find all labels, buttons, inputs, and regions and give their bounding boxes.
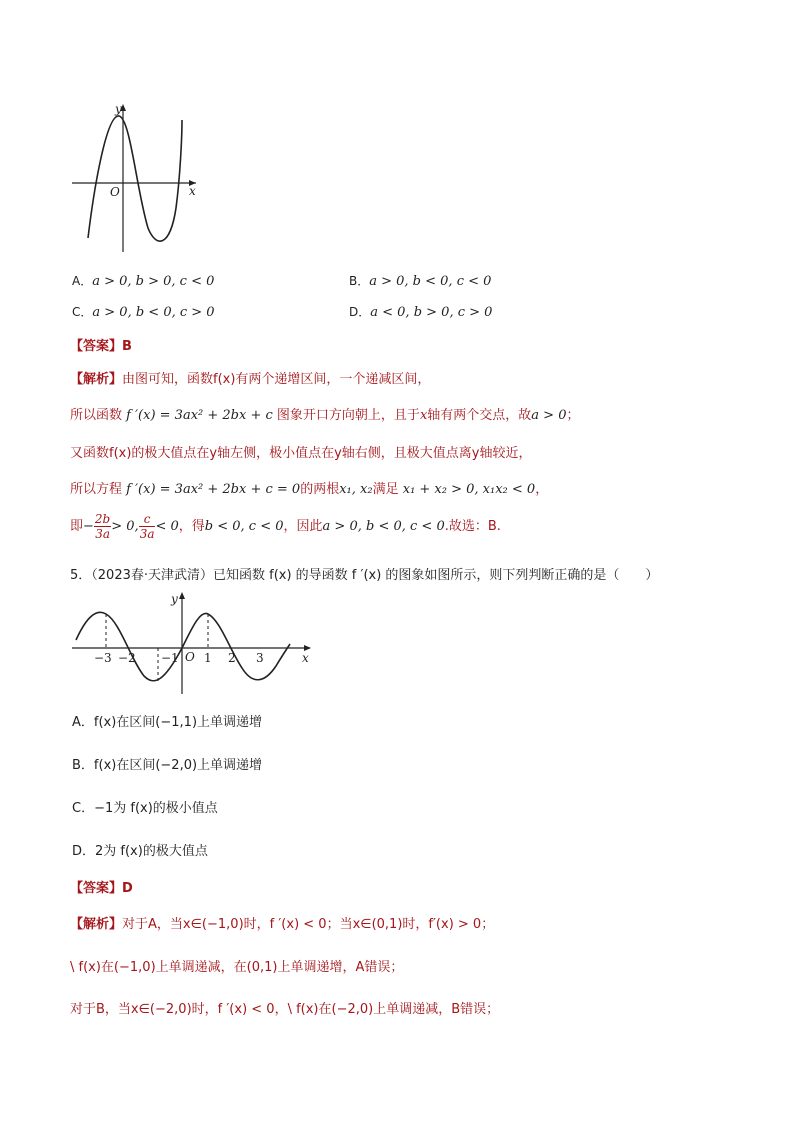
q4-l5-text3: ，因此 (283, 519, 323, 534)
q4-l4-text2: 的两根 (300, 482, 340, 497)
q4-l4-cond: x₁ + x₂ > 0, x₁x₂ < 0 (402, 482, 536, 497)
q5-option-d: D．2为 f(x)的极大值点 (72, 844, 208, 859)
y-axis-label: y (171, 592, 178, 606)
q4-option-d (349, 303, 492, 320)
q4-l5-frac2-num: c (139, 512, 156, 527)
q5-analysis-line2: \ f(x)在(−1,0)上单调递减，在(0,1)上单调递增，A错误； (70, 960, 404, 975)
q5-analysis-s1: 对于A，当x∈(−1,0)时，f ′(x) < 0；当x∈(0,1)时，f′(x) > 0； (122, 917, 495, 932)
q4-l5-abc: a > 0, b < 0, c < 0 (322, 519, 445, 534)
q4-option-a (72, 272, 214, 289)
q4-option-b-math: a > 0, b < 0, c < 0 (369, 274, 492, 289)
q4-l4-end: ， (535, 482, 549, 497)
y-axis-label: y (115, 102, 122, 116)
q5-option-b: B．f(x)在区间(−2,0)上单调递增 (72, 758, 263, 773)
q4-l2-text3: 轴有两个交点，故 (427, 408, 532, 423)
q4-analysis-line2 (70, 404, 580, 423)
q5-analysis-line3: 对于B，当x∈(−2,0)时，f ′(x) < 0，\ f(x)在(−2,0)上单调递减，B错误； (70, 1002, 500, 1017)
derivative-graph (68, 588, 318, 698)
q4-option-d-math: a < 0, b > 0, c > 0 (370, 305, 493, 320)
q4-option-c-label: C． (72, 305, 93, 319)
q4-l5-text4: .故选：B. (444, 519, 501, 534)
q5-answer: 【答案】D (70, 881, 133, 896)
q4-l5-frac1-den: 3a (95, 527, 110, 541)
tick-minus1: −1 (161, 651, 179, 665)
q4-analysis-line5: 即− $\frac{2b}{3a}$ > 0, $\frac{c}{3a}$ < 0，得b < 0, c < 0，因此a > 0, b < 0, c < 0.故选：B. (70, 512, 501, 541)
x-axis-label: x (189, 184, 196, 198)
q5-analysis-line1 (70, 913, 494, 932)
q4-analysis-line3: 又函数f(x)的极大值点在y轴左侧，极小值点在y轴右侧，且极大值点离y轴较近， (70, 446, 532, 461)
q4-l5-mid: > 0, (111, 519, 139, 534)
q4-l4-roots: x₁, x₂ (339, 482, 373, 497)
q4-l5-text1: 即 (70, 519, 84, 534)
q5-analysis-tag: 【解析】 (70, 917, 123, 932)
q4-l2-text1: 所以函数 (70, 408, 123, 423)
q4-l2-end: ； (566, 408, 580, 423)
q4-analysis-l1: 由图可知，函数f(x)有两个递增区间，一个递减区间， (122, 372, 431, 387)
q4-answer: 【答案】B (70, 339, 132, 354)
q4-l2-text2: 图象开口方向朝上，且于 (276, 408, 420, 423)
q4-analysis-line4 (70, 478, 548, 497)
q4-option-b (349, 272, 491, 289)
q4-l2-formula: f ′(x) = 3ax² + 2bx + c (126, 408, 273, 423)
tick-2: 2 (228, 651, 236, 665)
q5-option-a: A．f(x)在区间(−1,1)上单调递增 (72, 715, 263, 730)
tick-1: 1 (204, 651, 212, 665)
origin-label: O (185, 650, 195, 664)
q4-l4-text1: 所以方程 (70, 482, 123, 497)
tick-minus3: −3 (94, 651, 112, 665)
q4-l4-formula: f ′(x) = 3ax² + 2bx + c = 0 (126, 482, 301, 497)
x-axis-label: x (302, 651, 309, 665)
tick-minus2: −2 (118, 651, 136, 665)
q4-analysis-line1 (70, 368, 430, 387)
q4-option-c-math: a > 0, b < 0, c > 0 (92, 305, 215, 320)
q5-option-c: C．−1为 f(x)的极小值点 (72, 801, 218, 816)
q4-l5-end-math: < 0 (155, 519, 179, 534)
q4-option-d-label: D． (349, 305, 371, 319)
q4-l5-bc: b < 0, c < 0 (204, 519, 284, 534)
q4-analysis-tag: 【解析】 (70, 372, 123, 387)
q4-l5-text2: ，得 (178, 519, 205, 534)
q4-l4-text3: 满足 (372, 482, 399, 497)
cubic-curve (88, 116, 182, 241)
q4-option-a-label: A． (72, 274, 93, 288)
q4-l2-x: x (419, 408, 428, 423)
q4-option-c (72, 303, 215, 320)
q4-l5-frac1 (94, 512, 111, 541)
q4-l5-frac2 (139, 512, 156, 541)
q4-l5-frac2-den: 3a (139, 527, 155, 541)
cubic-graph (68, 98, 203, 258)
q4-option-b-label: B． (349, 274, 370, 288)
q5-stem: 5．（2023春·天津武清）已知函数 f(x) 的导函数 f ′(x) 的图象如图所示，则下列判断正确的是（ ） (70, 568, 659, 583)
derivative-curve (76, 612, 290, 681)
q4-l2-a: a > 0 (531, 408, 567, 423)
origin-label: O (110, 185, 120, 199)
q4-l5-frac1-num: 2b (94, 512, 111, 526)
q4-option-a-math: a > 0, b > 0, c < 0 (92, 274, 215, 289)
y-axis-arrow (179, 592, 185, 599)
tick-3: 3 (256, 651, 264, 665)
